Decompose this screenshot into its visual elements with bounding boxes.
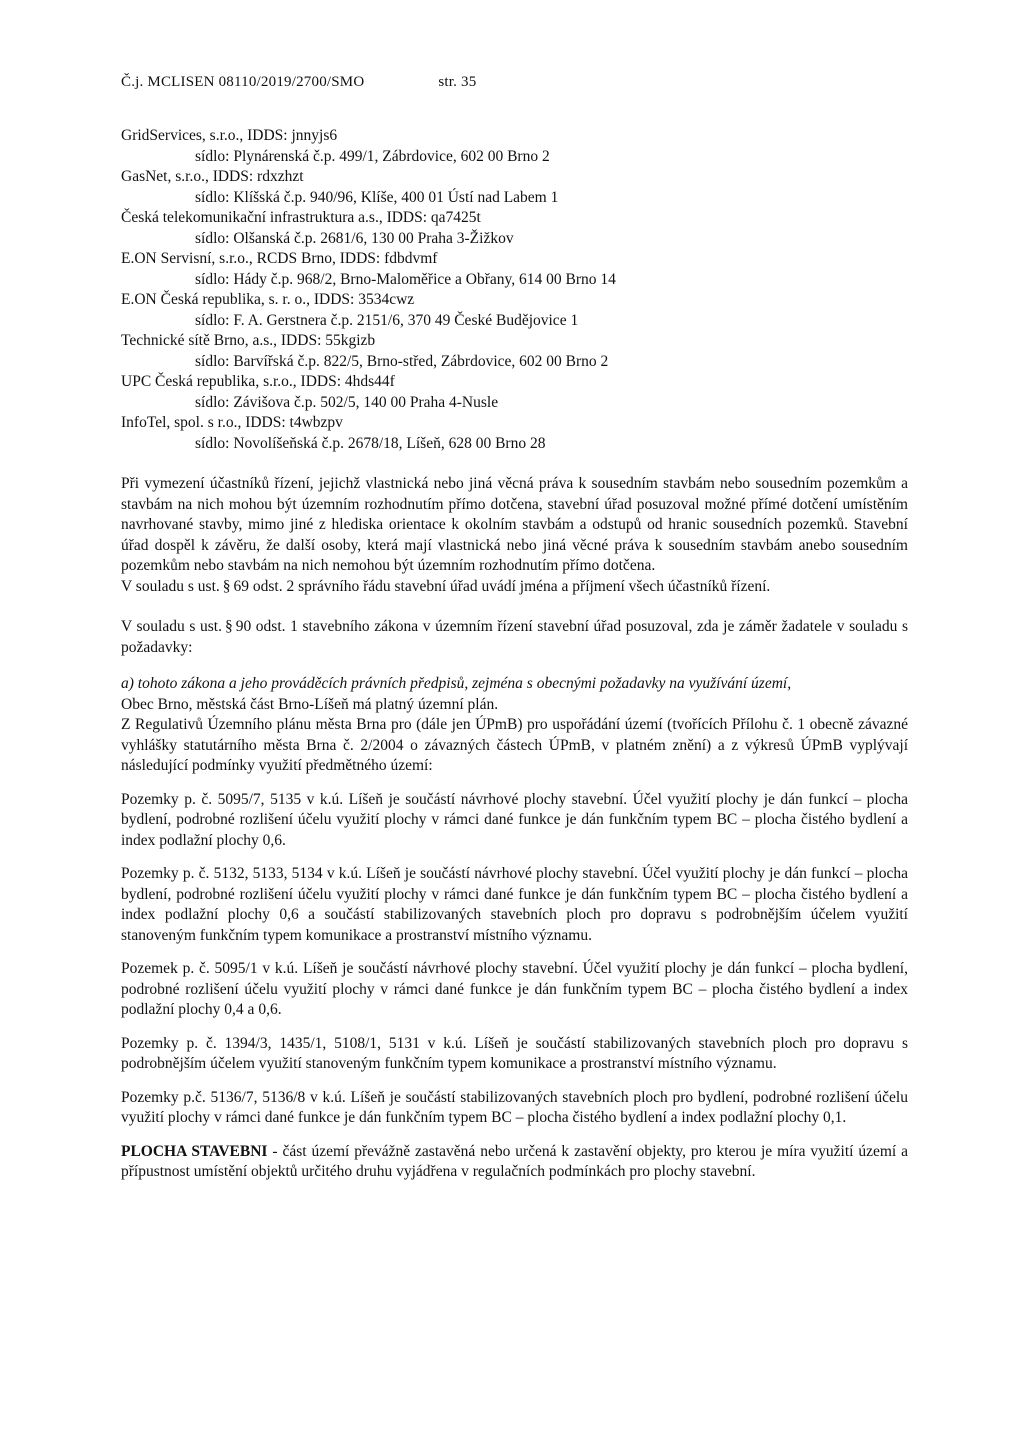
reference-text: 90 odst. 1 stavebního zákona v územním řízení stavební úřad posuzoval, zda je záměr žadatele v souladu s požadavky: — [121, 618, 908, 656]
parcel-paragraph: Pozemky p. č. 1394/3, 1435/1, 5108/1, 5131 v k.ú. Líšeň je součástí stabilizovaných stavebních ploch pro dopravu s podrobnějším účelem využití stanoveným funkčním typem komunikace a prostranství místního významu. — [121, 1034, 908, 1072]
section-sign: § — [222, 577, 231, 595]
party-name: Česká telekomunikační infrastruktura a.s., IDDS: qa7425t — [121, 209, 481, 226]
party-address: sídlo: Barvířská č.p. 822/5, Brno-střed, Zábrdovice, 602 00 Brno 2 — [195, 352, 609, 370]
party-name: E.ON Česká republika, s. r. o., IDDS: 3534cwz — [121, 291, 415, 308]
party-address: sídlo: F. A. Gerstnera č.p. 2151/6, 370 49 České Budějovice 1 — [195, 311, 579, 329]
party-address: sídlo: Klíšská č.p. 940/96, Klíše, 400 01 Ústí nad Labem 1 — [195, 188, 559, 206]
parcel-paragraph: Pozemky p.č. 5136/7, 5136/8 v k.ú. Líšeň je součástí stabilizovaných stavebních ploch pro bydlení, podrobné rozlišení účelu využití plochy v rámci dané funkce je dán funkčním typem BC – plocha čistého bydlení a index podlažní plochy 0,1. — [121, 1088, 908, 1126]
zoning-plan-statement: Obec Brno, městská část Brno-Líšeň má platný územní plán. — [121, 695, 499, 713]
party-address: sídlo: Plynárenská č.p. 499/1, Zábrdovice, 602 00 Brno 2 — [195, 147, 550, 165]
party-name: E.ON Servisní, s.r.o., RCDS Brno, IDDS: fdbdvmf — [121, 250, 438, 267]
definition-term: PLOCHA STAVEBNI — [121, 1142, 268, 1160]
regulations-paragraph: Z Regulativů Územního plánu města Brna pro (dále jen ÚPmB) pro uspořádání území (tvořících Přílohu č. 1 obecně závazné vyhlášky statutárního města Brna č. 2/2004 o závazných částech ÚPmB, v platném znění) a z výkresů ÚPmB vyplývají následující podmínky využití předmětného území: — [121, 716, 908, 774]
party-address: sídlo: Hády č.p. 968/2, Brno-Maloměřice a Obřany, 614 00 Brno 14 — [195, 270, 616, 288]
party-name: UPC Česká republika, s.r.o., IDDS: 4hds44f — [121, 373, 395, 390]
section-sign: § — [224, 618, 233, 635]
reference-intro: V souladu s ust. — [121, 618, 222, 635]
requirement-heading: a) tohoto zákona a jeho prováděcích právních předpisů, zejména s obecnými požadavky na využívání území, — [121, 675, 792, 692]
document-body — [121, 126, 908, 1183]
definition-paragraph — [121, 1142, 908, 1183]
parcel-paragraph: Pozemky p. č. 5132, 5133, 5134 v k.ú. Líšeň je součástí návrhové plochy stavební. Účel využití plochy je dán funkcí – plocha bydlení, podrobné rozlišení účelu využití plochy v rámci dané funkce je dán funkčním typem BC – plocha čistého bydlení a index podlažní plochy 0,6 a součástí stabilizovaných stavebních ploch pro dopravu s podrobnějším účelem využití stanoveným funkčním typem komunikace a prostranství místního významu. — [121, 865, 908, 944]
legal-reference-paragraph — [121, 577, 908, 598]
page-number: str. 35 — [438, 74, 477, 90]
reference-text: 69 odst. 2 správního řádu stavební úřad uvádí jména a příjmení všech účastníků řízení. — [233, 577, 771, 595]
parties-list — [121, 126, 908, 454]
party-name: GridServices, s.r.o., IDDS: jnnyjs6 — [121, 127, 338, 144]
party-name: Technické sítě Brno, a.s., IDDS: 55kgizb — [121, 332, 376, 349]
party-address: sídlo: Závišova č.p. 502/5, 140 00 Praha 4-Nusle — [195, 393, 499, 411]
party-address: sídlo: Novolíšeňská č.p. 2678/18, Líšeň, 628 00 Brno 28 — [195, 434, 546, 452]
reference-intro: V souladu s ust. — [121, 577, 220, 595]
party-name: GasNet, s.r.o., IDDS: rdxzhzt — [121, 168, 304, 185]
party-address: sídlo: Olšanská č.p. 2681/6, 130 00 Praha 3-Žižkov — [195, 229, 514, 247]
participants-paragraph: Při vymezení účastníků řízení, jejichž vlastnická nebo jiná věcná práva k sousedním stavbám nebo sousedním pozemkům a stavbám na nich mohou být územním rozhodnutím přímo dotčena, stavební úřad posuzoval možné přímé dotčení umístěním navrhované stavby, mimo jiné z hlediska orientace k okolním stavbám a odstupů od hranic sousedních pozemků. Stavební úřad dospěl k závěru, že další osoby, která mají vlastnická nebo jiná věcné práva k sousedním stavbám anebo sousedním pozemkům nebo stavbám na nich nemohou být územním rozhodnutím přímo dotčena. — [121, 475, 908, 574]
page-header — [121, 74, 476, 91]
legal-reference-paragraph — [121, 617, 908, 658]
parcel-paragraph: Pozemek p. č. 5095/1 v k.ú. Líšeň je součástí návrhové plochy stavební. Účel využití plochy je dán funkcí – plocha bydlení, podrobné rozlišení účelu využití plochy v rámci dané funkce je dán funkčním typem BC – plocha čistého bydlení a index podlažní plochy 0,4 a 0,6. — [121, 960, 908, 1018]
definition-text: - část území převážně zastavěná nebo určená k zastavění objekty, pro kterou je míra využití území a přípustnost umístění objektů určitého druhu vyjádřena v regulačních podmínkách pro plochy stavební. — [121, 1142, 908, 1180]
document-reference: Č.j. MCLISEN 08110/2019/2700/SMO — [121, 74, 365, 90]
party-name: InfoTel, spol. s r.o., IDDS: t4wbzpv — [121, 414, 343, 431]
parcel-paragraph: Pozemky p. č. 5095/7, 5135 v k.ú. Líšeň je součástí návrhové plochy stavební. Účel využití plochy je dán funkcí – plocha bydlení, podrobné rozlišení účelu využití plochy v rámci dané funkce je dán funkčním typem BC – plocha čistého bydlení a index podlažní plochy 0,6. — [121, 790, 908, 849]
